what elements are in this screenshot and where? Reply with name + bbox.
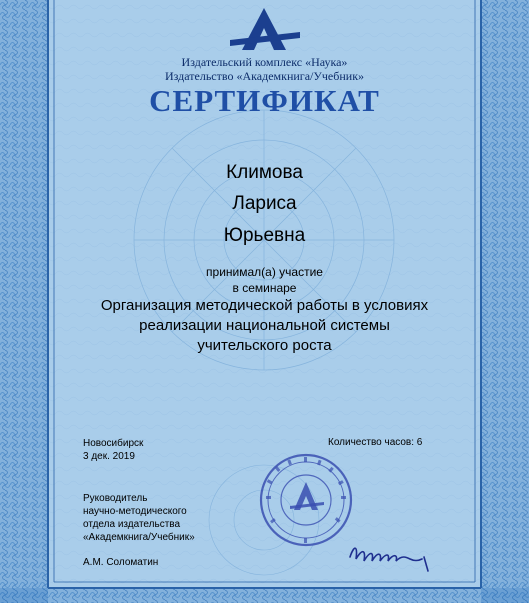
seminar-title-line-3: учительского роста: [197, 337, 332, 354]
seminar-title-line-1: Организация методической работы в условиях: [100, 297, 429, 314]
signatory-name: А.М. Соломатин: [83, 557, 159, 568]
recipient-patronymic: Юрьевна: [223, 225, 306, 246]
signatory-title-line: Руководитель: [83, 493, 148, 504]
signatory-title-line: отдела издательства: [83, 519, 181, 530]
participation-line-2: в семинаре: [232, 281, 297, 295]
participation-line-1: принимал(а) участие: [206, 265, 323, 279]
recipient-surname: Климова: [226, 162, 303, 183]
signatory-title-line: научно-методического: [83, 506, 187, 517]
issue-date: 3 дек. 2019: [83, 451, 135, 462]
publisher-stamp: [258, 452, 354, 548]
seminar-title-line-2: реализации национальной системы: [139, 317, 390, 334]
publisher-logo: [226, 8, 304, 50]
signatory-title: [83, 492, 195, 544]
hours-count: Количество часов: 6: [328, 437, 423, 448]
signatory-title-line: «Академкнига/Учебник»: [83, 532, 195, 543]
signature: [348, 535, 433, 575]
publisher-line-1: Издательский комплекс «Наука»: [181, 55, 348, 69]
publisher-line-2: Издательство «Академкнига/Учебник»: [164, 69, 365, 83]
recipient-first-name: Лариса: [232, 193, 297, 214]
certificate-title: СЕРТИФИКАТ: [149, 83, 380, 118]
city: Новосибирск: [83, 438, 144, 449]
